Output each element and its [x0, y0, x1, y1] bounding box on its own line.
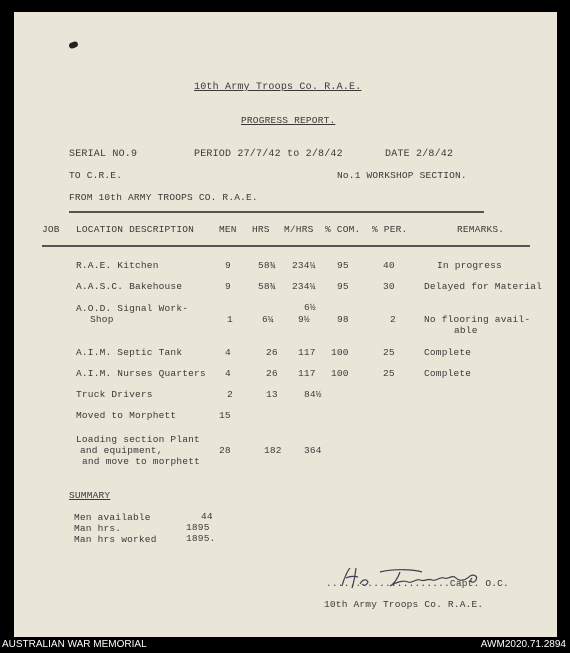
footer-bar: [0, 637, 570, 653]
summary-label: Man hrs.: [74, 523, 122, 534]
signature-line: .....................Capt. O.C.: [326, 578, 509, 589]
footer-accession-number: AWM2020.71.2894: [480, 639, 566, 650]
row-man-hrs: 117: [298, 368, 316, 379]
header-rule: [42, 245, 530, 247]
col-percent-complete: % COM.: [325, 224, 361, 235]
row-hrs: 182: [264, 445, 282, 456]
row-per: 25: [383, 347, 395, 358]
row-man-hrs: 117: [298, 347, 316, 358]
row-per: 30: [383, 281, 395, 292]
row-description: R.A.E. Kitchen: [76, 260, 159, 271]
report-date: DATE 2/8/42: [385, 149, 454, 160]
row-complete: 100: [331, 368, 349, 379]
col-remarks: REMARKS.: [457, 224, 505, 235]
row-per: 25: [383, 368, 395, 379]
document-heading: 10th Army Troops Co. R.A.E.: [194, 82, 362, 93]
row-description-cont: and equipment,: [80, 445, 163, 456]
col-hrs: HRS: [252, 224, 270, 235]
row-complete: 100: [331, 347, 349, 358]
row-remarks: No flooring avail-: [424, 314, 531, 325]
signature-unit: 10th Army Troops Co. R.A.E.: [324, 599, 484, 610]
row-complete: 95: [337, 260, 349, 271]
col-location-description: LOCATION DESCRIPTION: [76, 224, 195, 235]
row-hrs: 26: [266, 347, 278, 358]
row-description: A.I.M. Nurses Quarters: [76, 368, 206, 379]
row-men: 9: [225, 260, 231, 271]
row-per: 40: [383, 260, 395, 271]
row-hrs: 58¾: [258, 260, 276, 271]
row-description: Moved to Morphett: [76, 410, 177, 421]
summary-title: SUMMARY: [69, 490, 111, 501]
report-title: PROGRESS REPORT.: [241, 115, 336, 126]
row-description-cont: and move to morphett: [82, 456, 201, 467]
row-men: 4: [225, 368, 231, 379]
serial-number: SERIAL NO.9: [69, 149, 138, 160]
row-remarks: Complete: [424, 347, 472, 358]
row-man-hrs: 234¼: [292, 260, 316, 271]
row-men: 28: [219, 445, 231, 456]
row-description-cont: Shop: [90, 314, 114, 325]
row-hrs: 6¼: [262, 314, 274, 325]
footer-institution: AUSTRALIAN WAR MEMORIAL: [2, 639, 147, 650]
punch-hole-mark: [68, 41, 79, 50]
top-rule: [69, 211, 484, 213]
row-remarks: Delayed for Material: [424, 281, 543, 292]
to-line: TO C.R.E.: [69, 170, 123, 181]
summary-value: 1895.: [186, 533, 216, 544]
col-man-hrs: M/HRS: [284, 224, 314, 235]
row-hrs: 58¾: [258, 281, 276, 292]
period: PERIOD 27/7/42 to 2/8/42: [194, 149, 343, 160]
row-man-hrs: 6½: [304, 302, 316, 313]
row-hrs: 26: [266, 368, 278, 379]
col-percent-per: % PER.: [372, 224, 408, 235]
row-complete: 95: [337, 281, 349, 292]
row-description: A.A.S.C. Bakehouse: [76, 281, 183, 292]
row-man-hrs-correction: 9½: [298, 314, 310, 325]
row-remarks: Complete: [424, 368, 472, 379]
summary-label: Men available: [74, 512, 151, 523]
row-man-hrs: 84½: [304, 389, 322, 400]
row-per: 2: [390, 314, 396, 325]
row-man-hrs: 234¼: [292, 281, 316, 292]
summary-value: 44: [201, 511, 213, 522]
row-men: 15: [219, 410, 231, 421]
row-men: 9: [225, 281, 231, 292]
document-page: [14, 12, 557, 637]
row-man-hrs: 364: [304, 445, 322, 456]
row-men: 1: [227, 314, 233, 325]
row-hrs: 13: [266, 389, 278, 400]
row-description: A.O.D. Signal Work-: [76, 303, 189, 314]
summary-value: 1895: [186, 522, 210, 533]
section-line: No.1 WORKSHOP SECTION.: [337, 170, 467, 181]
row-men: 2: [227, 389, 233, 400]
col-job: JOB: [42, 224, 60, 235]
from-line: FROM 10th ARMY TROOPS CO. R.A.E.: [69, 192, 258, 203]
row-description: Loading section Plant: [76, 434, 200, 445]
summary-label: Man hrs worked: [74, 534, 157, 545]
row-description: Truck Drivers: [76, 389, 153, 400]
row-men: 4: [225, 347, 231, 358]
col-men: MEN: [219, 224, 237, 235]
row-remarks: In progress: [437, 260, 502, 271]
row-complete: 98: [337, 314, 349, 325]
row-description: A.I.M. Septic Tank: [76, 347, 183, 358]
row-remarks-cont: able: [454, 325, 478, 336]
